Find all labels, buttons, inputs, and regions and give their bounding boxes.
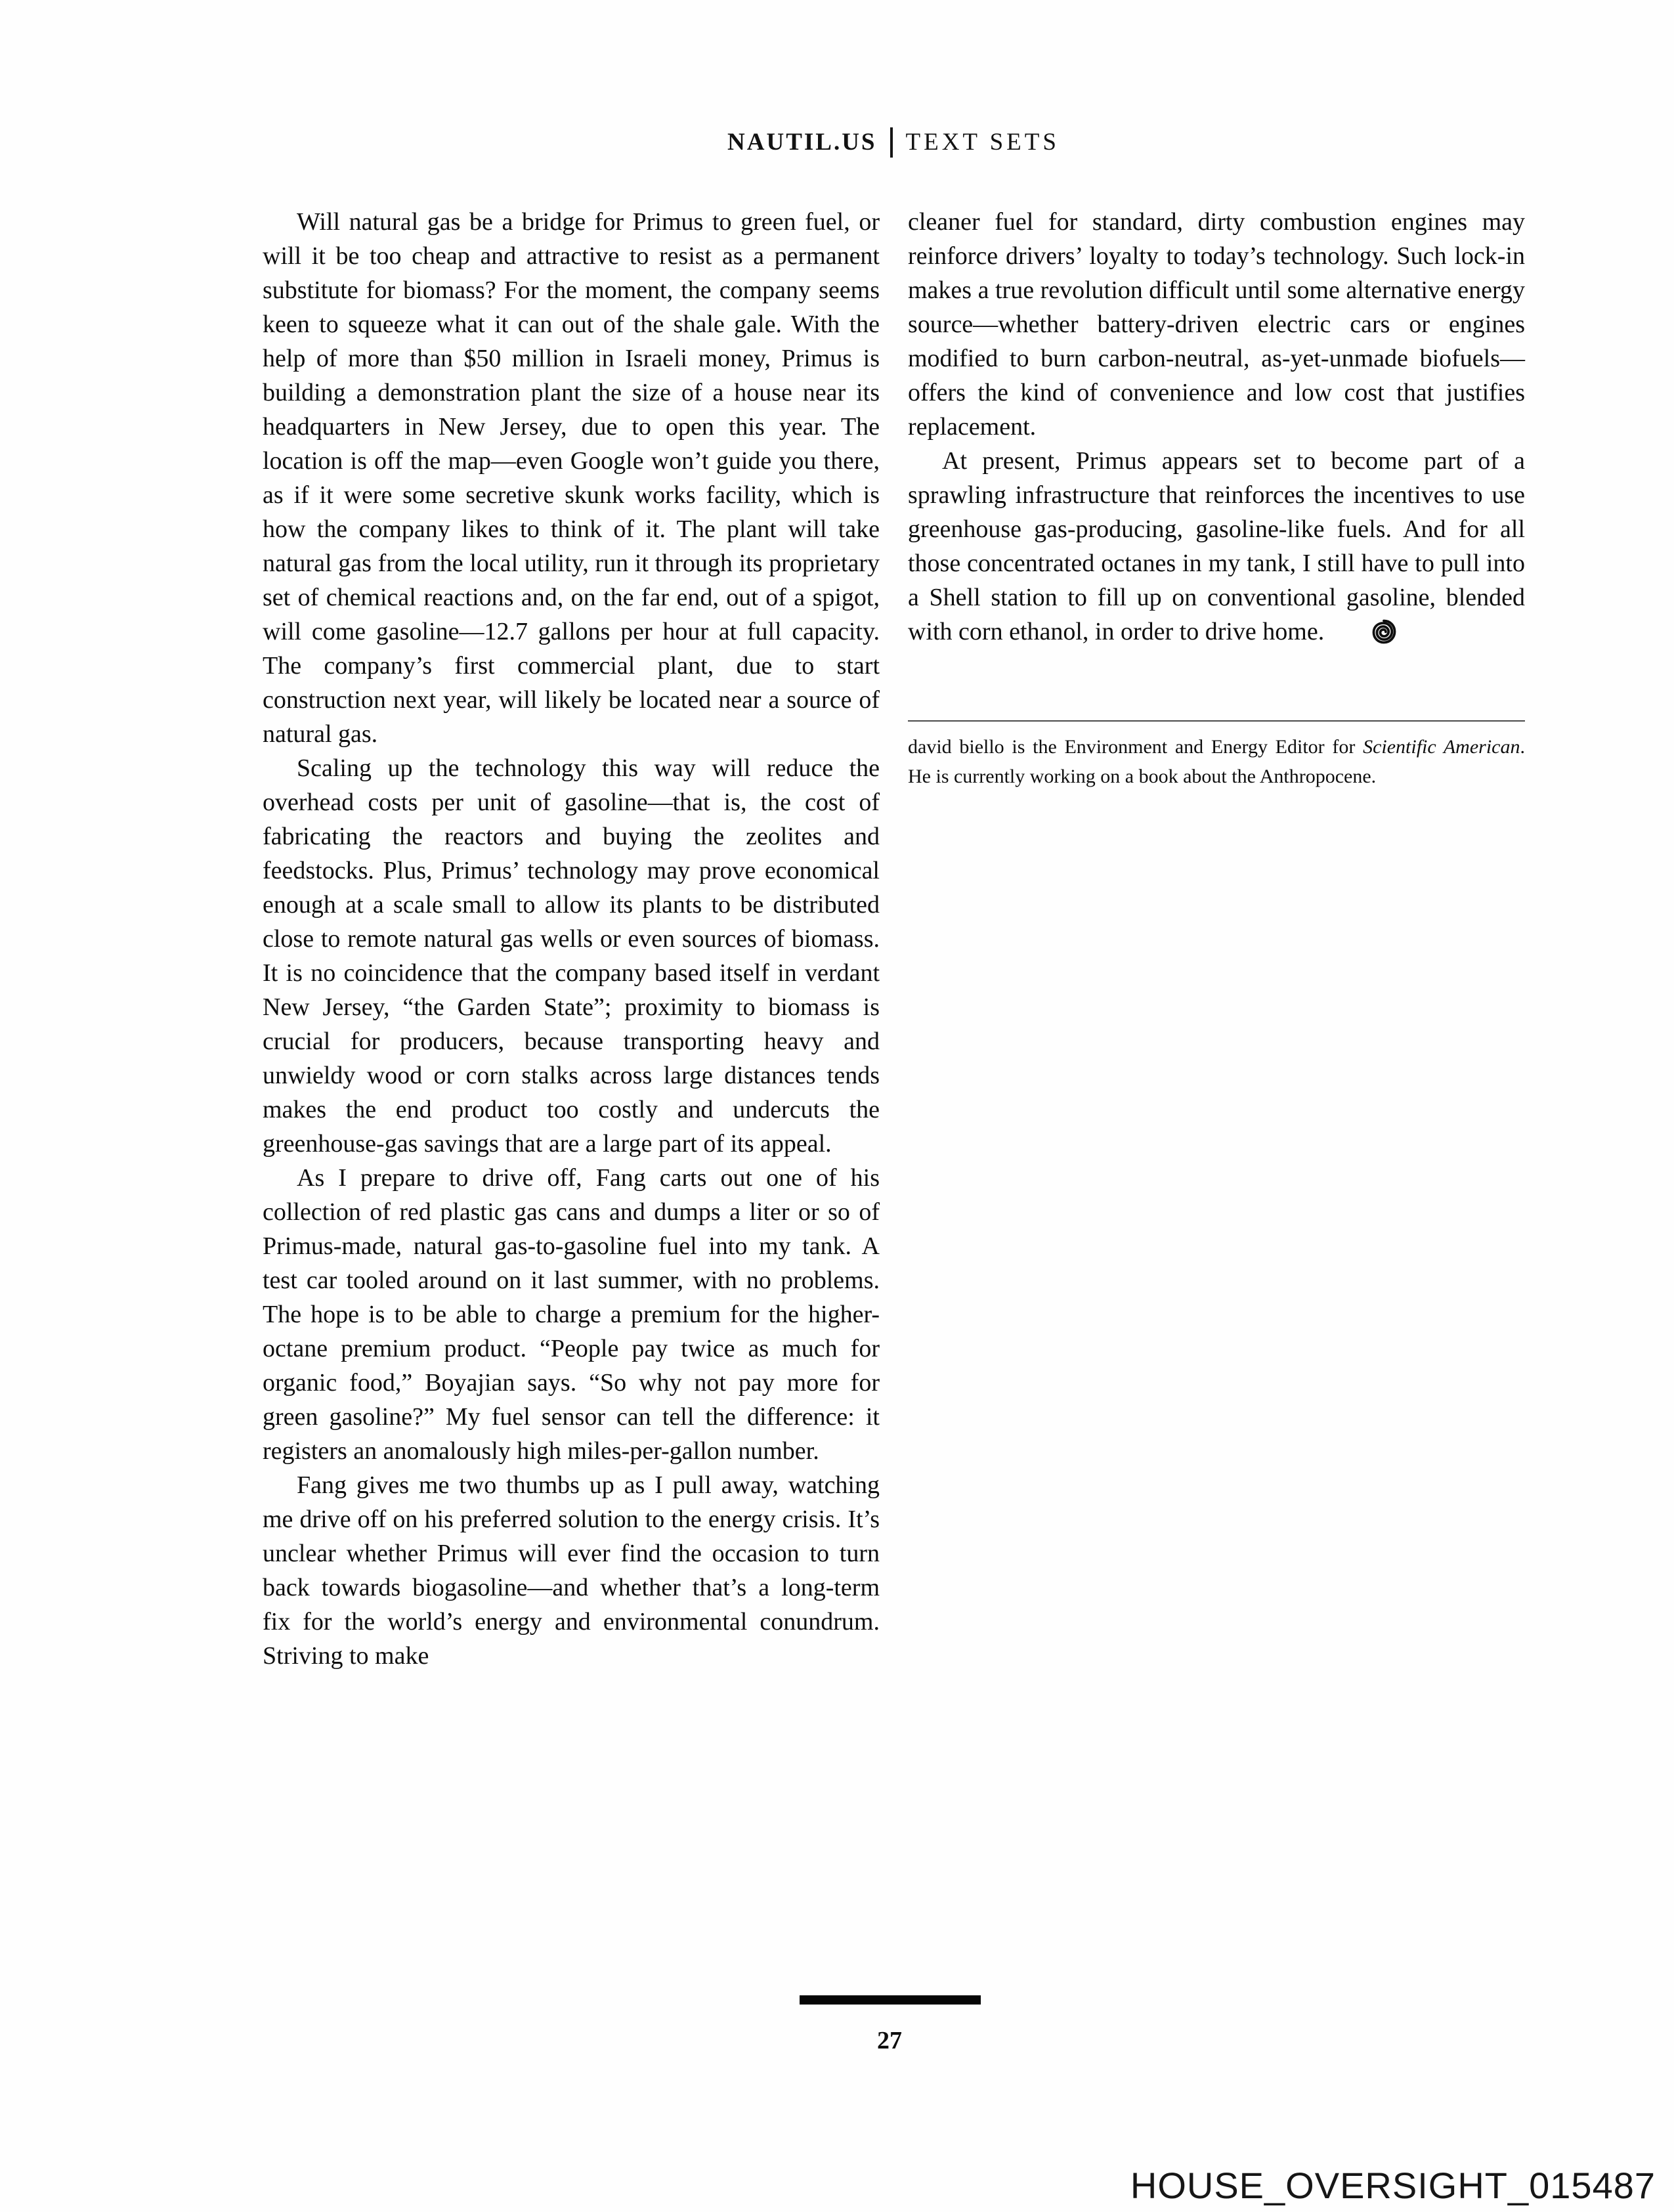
page-number: 27 [877, 2027, 902, 2054]
paragraph-at-present-text: At present, Primus appears set to become part of a sprawling infrastructure that reinforces the incentives to use greenhouse gas-producing, gasoline-like fuels. And for all those concentrated octanes in my tank, I still have to pull into a Shell station to fill up on conventional gasoline, blended with corn ethanol, in order to drive home. [908, 447, 1525, 645]
author-bio [908, 732, 1525, 791]
paragraph-fang-gives: Fang gives me two thumbs up as I pull away, watching me drive off on his preferred solution to the energy crisis. It’s unclear whether Primus will ever find the occasion to turn back towards biogasoline—and whether that’s a long-term fix for the world’s energy and environmental conundrum. Striving to make [263, 1471, 880, 1670]
author-bio-text-end: . He is currently working on a book about the Anthropocene. [908, 736, 1525, 787]
bates-number-watermark: HOUSE_OVERSIGHT_015487 [1130, 2165, 1656, 2206]
author-name: david biello [908, 736, 1004, 758]
paragraph-scaling-up: Scaling up the technology this way will reduce the overhead costs per unit of gasoline—that is, the cost of fabricating the reactors and buying the zeolites and feedstocks. Plus, Primus’ technology may prove economical enough at a scale small to allow its plants to be distributed close to remote natural gas wells or even sources of biomass. It is no coincidence that the company based itself in verdant New Jersey, “the Garden State”; proximity to biomass is crucial for producers, because transporting heavy and unwieldy wood or corn stalks across large distances tends makes the end product too costly and undercuts the greenhouse-gas savings that are a large part of its appeal. [263, 754, 880, 1158]
masthead-divider-bar [890, 127, 893, 158]
nautilus-spiral-icon [1336, 618, 1398, 655]
bio-divider-rule [908, 720, 1525, 722]
author-bio-text: is the Environment and Energy Editor for [1004, 736, 1363, 758]
paragraph-cleaner-fuel: cleaner fuel for standard, dirty combustion engines may reinforce drivers’ loyalty to today’s technology. Such lock-in makes a true revolution difficult until some alternative energy source—whether battery-driven electric cars or engines modified to burn carbon-neutral, as-yet-unmade biofuels—offers the kind of convenience and low cost that justifies replacement. [908, 208, 1525, 441]
article-left-column [263, 205, 880, 1673]
paragraph-as-i-prepare: As I prepare to drive off, Fang carts out one of his collection of red plastic gas cans and dumps a liter or so of Primus-made, natural gas-to-gasoline fuel into my tank. A test car tooled around on it last summer, with no problems. The hope is to be able to charge a premium for the higher-octane premium product. “People pay twice as much for organic food,” Boyajian says. “So why not pay more for green gasoline?” My fuel sensor can tell the difference: it registers an anomalously high miles-per-gallon number. [263, 1164, 880, 1465]
article-right-column [908, 205, 1525, 791]
masthead-section: TEXT SETS [905, 129, 1060, 156]
masthead [264, 127, 1523, 158]
magazine-title: Scientific American [1363, 736, 1520, 758]
footer-rule-bar [800, 1995, 981, 2005]
masthead-brand: NAUTIL.US [727, 129, 877, 156]
paragraph-at-present [908, 444, 1525, 655]
paragraph-will-natural-gas: Will natural gas be a bridge for Primus to green fuel, or will it be too cheap and attractive to resist as a permanent substitute for biomass? For the moment, the company seems keen to squeeze what it can out of the shale gale. With the help of more than $50 million in Israeli money, Primus is building a demonstration plant the size of a house near its headquarters in New Jersey, due to open this year. The location is off the map—even Google won’t guide you there, as if it were some secretive skunk works facility, which is how the company likes to think of it. The plant will take natural gas from the local utility, run it through its proprietary set of chemical reactions and, on the far end, out of a spigot, will come gasoline—12.7 gallons per hour at full capacity. The company’s first commercial plant, due to start construction next year, will likely be located near a source of natural gas. [263, 208, 880, 748]
